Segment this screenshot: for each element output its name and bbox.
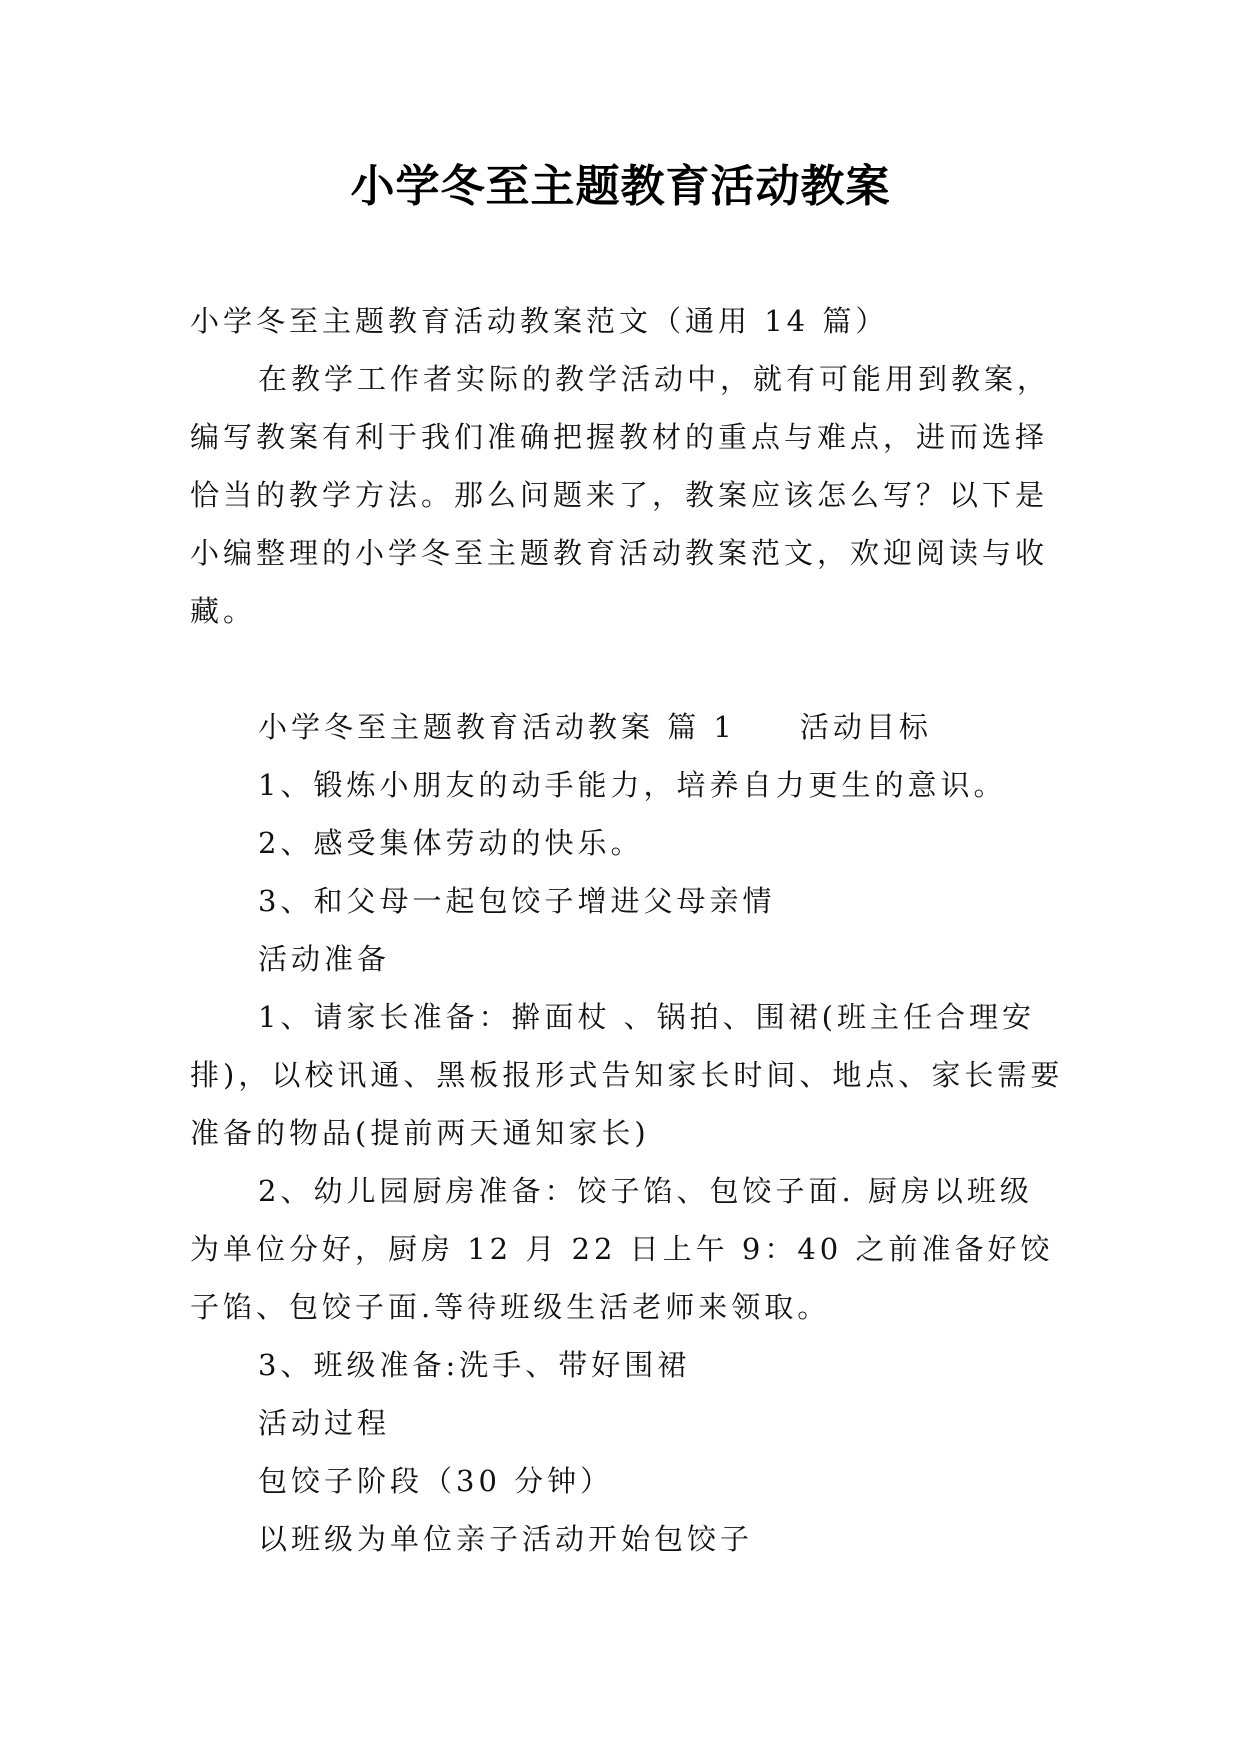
section-heading: 小学冬至主题教育活动教案 篇 1 <box>258 710 736 744</box>
spacer <box>190 640 1065 698</box>
section-heading-line <box>190 698 1065 756</box>
intro-paragraph: 在教学工作者实际的教学活动中，就有可能用到教案，编写教案有利于我们准确把握教材的重点与难点，进而选择恰当的教学方法。那么问题来了，教案应该怎么写？以下是小编整理的小学冬至主题教育活动教案范文，欢迎阅读与收藏。 <box>190 362 1051 628</box>
stage-heading: 包饺子阶段（30 分钟） <box>258 1464 614 1498</box>
stage-text: 以班级为单位亲子活动开始包饺子 <box>258 1522 754 1556</box>
subtitle: 小学冬至主题教育活动教案范文（通用 14 篇） <box>190 304 889 338</box>
goal-heading: 活动目标 <box>799 710 932 744</box>
goal-item: 2、感受集体劳动的快乐。 <box>258 826 644 860</box>
prep-heading: 活动准备 <box>258 942 391 976</box>
prep-item: 2、幼儿园厨房准备：饺子馅、包饺子面. 厨房以班级为单位分好，厨房 12 月 22 日上午 9：40 之前准备好饺子馅、包饺子面.等待班级生活老师来领取。 <box>190 1174 1054 1324</box>
prep-item: 1、请家长准备：擀面杖 、锅拍、围裙(班主任合理安排)，以校讯通、黑板报形式告知家长时间、地点、家长需要准备的物品(提前两天通知家长) <box>190 1000 1064 1150</box>
document-title: 小学冬至主题教育活动教案 <box>350 161 891 212</box>
goal-item: 3、和父母一起包饺子增进父母亲情 <box>258 884 776 918</box>
prep-item: 3、班级准备:洗手、带好围裙 <box>258 1348 691 1382</box>
goal-item: 1、锻炼小朋友的动手能力，培养自力更生的意识。 <box>258 768 1007 802</box>
document-body <box>190 292 1065 1568</box>
process-heading: 活动过程 <box>258 1406 391 1440</box>
